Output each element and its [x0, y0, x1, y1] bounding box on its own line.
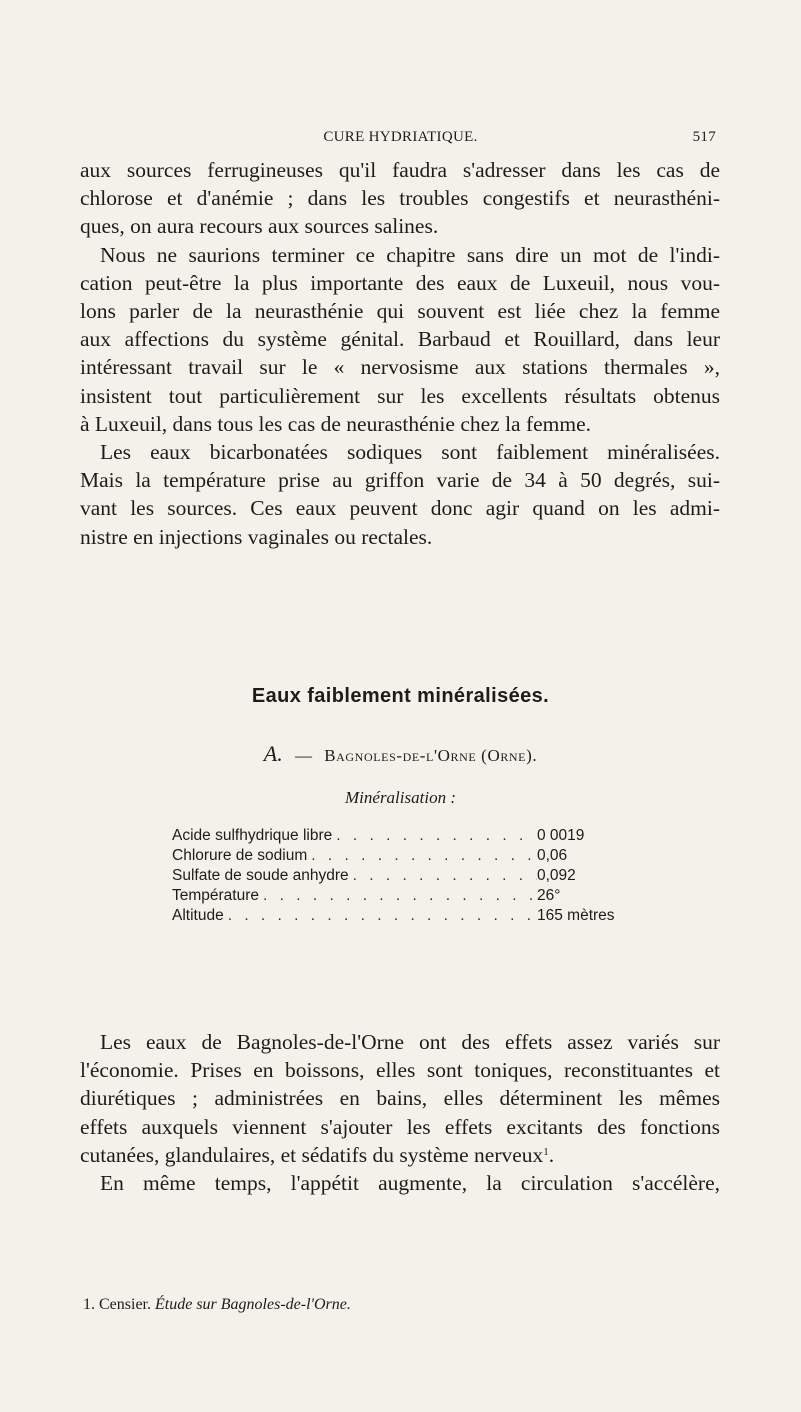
mineralisation-table — [172, 826, 627, 926]
subsection-letter: A. — [263, 741, 283, 766]
row-value: 0,06 — [537, 847, 568, 864]
row-value: 0,092 — [537, 867, 576, 884]
dot-leader — [259, 886, 537, 906]
footnote-number: 1. — [83, 1296, 95, 1313]
text-line: vant les sources. Ces eaux peuvent donc agir quand on les admi- — [80, 496, 720, 521]
table-row — [172, 826, 627, 846]
footnote-author: Censier. — [99, 1296, 151, 1313]
text-line: nistre en injections vaginales ou rectales. — [80, 524, 433, 549]
row-label: Acide sulfhydrique libre — [172, 827, 333, 844]
closing-paragraphs — [80, 1028, 720, 1197]
dot-leader — [349, 866, 537, 886]
text-line: diurétiques ; administrées en bains, elles déterminent les mêmes — [80, 1086, 720, 1111]
subsection-dash: — — [294, 746, 312, 765]
text-line: cutanées, glandulaires, et sédatifs du système nerveux$^1$. — [80, 1142, 555, 1167]
footnote-title: Étude sur Bagnoles-de-l'Orne. — [155, 1296, 351, 1313]
table-row — [172, 906, 627, 926]
running-title: CURE HYDRIATIQUE. — [323, 129, 478, 145]
table-row — [172, 886, 627, 906]
section-heading: Eaux faiblement minéralisées. — [251, 685, 550, 707]
text-line: insistent tout particulièrement sur les excellents résultats obtenus — [80, 383, 720, 408]
text-line: intéressant travail sur le « nervosisme aux stations thermales », — [80, 355, 720, 380]
dot-leader — [224, 906, 537, 926]
text-line: lons parler de la neurasthénie qui souvent est liée chez la femme — [80, 299, 720, 324]
text-line: Mais la température prise au griffon varie de 34 à 50 degrés, sui- — [80, 468, 720, 493]
row-label: Chlorure de sodium — [172, 847, 308, 864]
row-value: 165 mètres — [537, 907, 615, 924]
running-head — [0, 129, 801, 151]
footnote-marker: 1 — [543, 1145, 549, 1158]
text-line: l'économie. Prises en boissons, elles sont toniques, reconstituantes et — [80, 1058, 720, 1083]
row-value: 0 0019 — [537, 827, 585, 844]
text-line: aux sources ferrugineuses qu'il faudra s'adresser dans les cas de — [80, 158, 720, 182]
text-line: cation peut-être la plus importante des eaux de Luxeuil, nous vou- — [80, 270, 720, 295]
row-label: Température — [172, 887, 260, 904]
text-line: Nous ne saurions terminer ce chapitre sans dire un mot de l'indi- — [100, 242, 720, 267]
text-line: effets auxquels viennent s'ajouter les effets excitants des fonctions — [80, 1114, 720, 1139]
dot-leader — [307, 846, 537, 866]
row-label: Altitude — [172, 907, 224, 924]
footnote — [83, 1296, 351, 1314]
text-line: à Luxeuil, dans tous les cas de neurasthénie chez la femme. — [80, 411, 592, 436]
row-label: Sulfate de soude anhydre — [172, 867, 349, 884]
table-row — [172, 846, 627, 866]
intro-paragraphs — [80, 156, 720, 551]
page-number: 517 — [692, 129, 716, 145]
row-value: 26° — [537, 887, 561, 904]
text-line: En même temps, l'appétit augmente, la circulation s'accélère, — [100, 1171, 720, 1196]
dot-leader — [332, 826, 537, 846]
text-line: Les eaux bicarbonatées sodiques sont faiblement minéralisées. — [100, 440, 720, 465]
text-line: chlorose et d'anémie ; dans les troubles congestifs et neurasthéni- — [80, 186, 720, 211]
subsection-place: Bagnoles-de-l'Orne (Orne). — [324, 746, 538, 765]
table-caption: Minéralisation : — [345, 788, 456, 807]
text-line: Les eaux de Bagnoles-de-l'Orne ont des effets assez variés sur — [100, 1030, 720, 1054]
text-line: aux affections du système génital. Barbaud et Rouillard, dans leur — [80, 327, 720, 352]
subsection-heading — [0, 741, 801, 767]
table-row — [172, 866, 627, 886]
text-line: ques, on aura recours aux sources salines. — [80, 214, 439, 239]
text-line-content: cutanées, glandulaires, et sédatifs du système nerveux — [80, 1142, 544, 1167]
